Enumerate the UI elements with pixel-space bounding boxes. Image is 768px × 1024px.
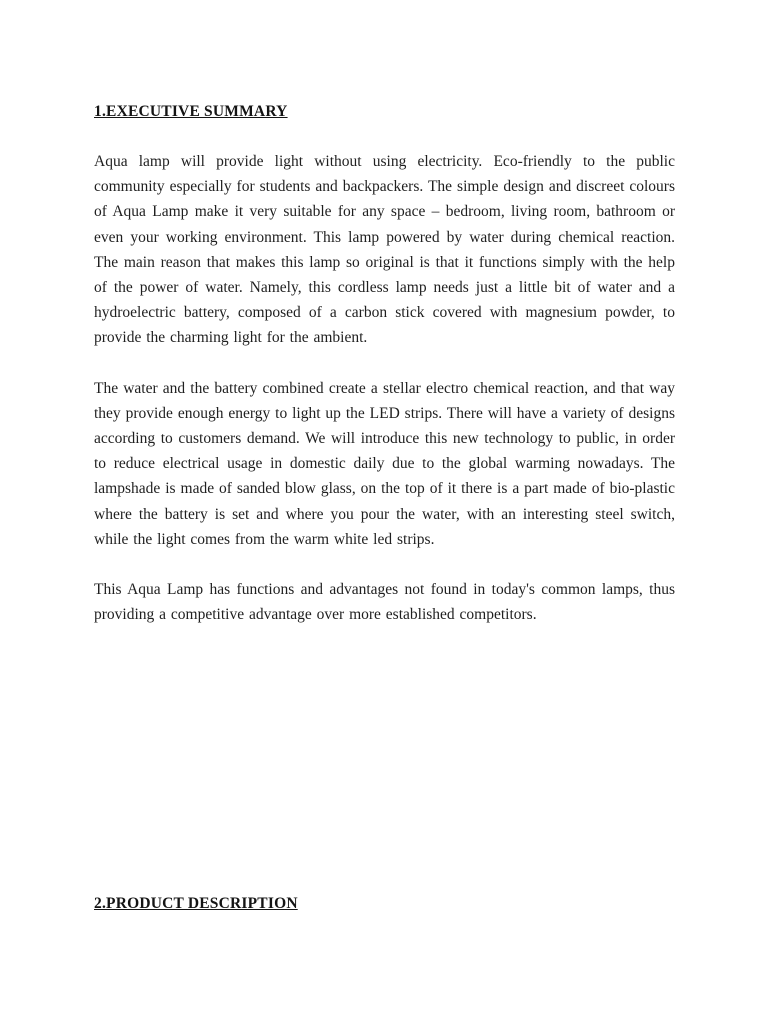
executive-summary-heading: 1.EXECUTIVE SUMMARY xyxy=(94,103,288,120)
executive-summary-paragraph-3: This Aqua Lamp has functions and advantages not found in today's common lamps, thus providing a competitive advantage over more established competitors. xyxy=(94,581,675,624)
executive-summary-paragraph-1: Aqua lamp will provide light without using electricity. Eco-friendly to the public community especially for students and backpackers. The simple design and discreet colours of Aqua Lamp make it very suitable for any space – bedroom, living room, bathroom or even your working environment. This lamp powered by water during chemical reaction. The main reason that makes this lamp so original is that it functions simply with the help of the power of water. Namely, this cordless lamp needs just a little bit of water and a hydroelectric battery, composed of a carbon stick covered with magnesium powder, to provide the charming light for the ambient. xyxy=(94,153,675,347)
product-description-heading: 2.PRODUCT DESCRIPTION xyxy=(94,895,298,913)
section-executive-summary xyxy=(94,103,675,627)
page-content xyxy=(94,103,675,941)
executive-summary-paragraph-2: The water and the battery combined create a stellar electro chemical reaction, and that way they provide enough energy to light up the LED strips. There will have a variety of designs according to customers demand. We will introduce this new technology to public, in order to reduce electrical usage in domestic daily due to the global warming nowadays. The lampshade is made of sanded blow glass, on the top of it there is a part made of bio-plastic where the battery is set and where you pour the water, with an interesting steel switch, while the light comes from the warm white led strips. xyxy=(94,379,675,548)
section-product-description xyxy=(94,895,675,913)
